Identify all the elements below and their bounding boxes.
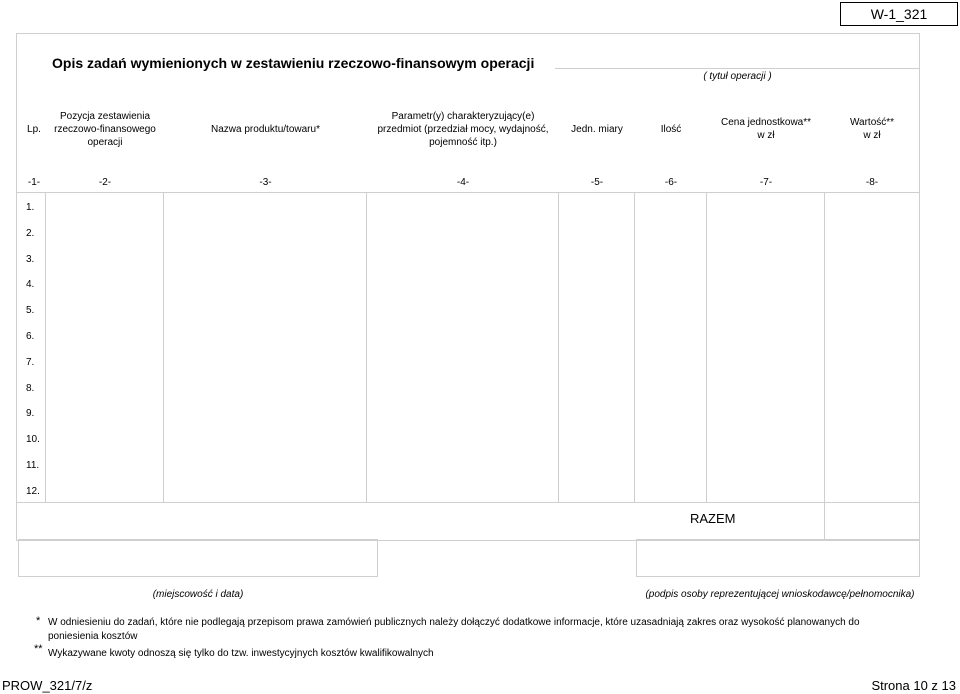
header-pozycja: [46, 110, 164, 149]
table-rule: [706, 192, 707, 502]
footnote-line: W odniesieniu do zadań, które nie podlegają przepisom prawa zamówień publicznych należy dołączyć dodatkowe informacje, które uzasadniają zakres oraz wysokość planowanych do: [48, 617, 860, 628]
page-number: Strona 10 z 13: [871, 678, 956, 693]
footnote-mark: *: [36, 615, 41, 627]
column-number: -5-: [590, 177, 604, 188]
footnote-text: [48, 647, 948, 661]
table-rule: [558, 192, 559, 502]
header-parametr-line: przedmiot (przedział mocy, wydajność,: [377, 124, 549, 135]
header-jedn: Jedn. miary: [571, 124, 623, 135]
column-number: -6-: [664, 177, 678, 188]
row-number: 9.: [26, 408, 35, 420]
signature-caption: (podpis osoby reprezentującej wnioskodawcę/pełnomocnika): [645, 589, 915, 600]
header-parametr-line: Parametr(y) charakteryzujący(e): [391, 111, 535, 122]
page-title: Opis zadań wymienionych w zestawieniu rzeczowo-finansowym operacji: [52, 55, 535, 71]
table-rule: [16, 192, 920, 193]
row-number: 12.: [26, 485, 40, 497]
header-parametr: [367, 110, 559, 149]
table-rule: [824, 192, 825, 540]
header-cena: [707, 116, 825, 142]
column-number: -8-: [865, 177, 879, 188]
table-rule: [45, 192, 46, 502]
table-rule: [634, 192, 635, 502]
row-number: 10.: [26, 434, 40, 446]
table-rule: [366, 192, 367, 502]
header-pozycja-line: operacji: [87, 137, 123, 148]
header-wartosc-line: Wartość**: [849, 117, 895, 128]
row-number: 3.: [26, 253, 35, 265]
row-number: 8.: [26, 382, 35, 394]
row-number: 4.: [26, 279, 35, 291]
row-number: 5.: [26, 305, 35, 317]
row-number: 1.: [26, 202, 35, 213]
header-nazwa: Nazwa produktu/towaru*: [211, 124, 320, 135]
place-date-field[interactable]: [18, 539, 378, 577]
header-cena-line: w zł: [757, 130, 775, 141]
footnote-text: [48, 616, 948, 644]
column-number: -7-: [759, 177, 773, 188]
operation-title-caption: ( tytuł operacji ): [703, 71, 772, 82]
form-code: W-1_321: [840, 2, 958, 26]
header-pozycja-line: Pozycja zestawienia: [59, 111, 151, 122]
footer-code: PROW_321/7/z: [2, 678, 93, 693]
place-date-caption: (miejscowość i data): [152, 589, 244, 600]
footnote-line: poniesienia kosztów: [48, 631, 138, 642]
header-cena-line: Cena jednostkowa**: [720, 117, 812, 128]
header-ilosc: Ilość: [660, 124, 682, 135]
row-number: 6.: [26, 331, 35, 342]
column-number: -1-: [27, 177, 41, 188]
footnote-line: Wykazywane kwoty odnoszą się tylko do tzw. inwestycyjnych kosztów kwalifikowalnych: [48, 648, 434, 659]
footnote-mark: **: [34, 643, 43, 655]
column-number: -3-: [259, 177, 272, 188]
header-wartosc-line: w zł: [863, 130, 881, 141]
total-label: RAZEM: [690, 511, 736, 526]
table-rule: [163, 192, 164, 502]
header-wartosc: [825, 116, 919, 142]
row-number: 11.: [26, 460, 40, 471]
row-number: 7.: [26, 356, 35, 368]
column-number: -4-: [456, 177, 470, 188]
table-rule: [16, 502, 920, 503]
total-value-field[interactable]: [825, 503, 919, 540]
header-pozycja-line: rzeczowo-finansowego: [54, 124, 156, 135]
header-lp: Lp.: [27, 124, 41, 135]
row-number: 2.: [26, 227, 35, 239]
header-parametr-line: pojemność itp.): [429, 137, 497, 148]
signature-field[interactable]: [636, 539, 920, 577]
column-number: -2-: [98, 177, 112, 188]
